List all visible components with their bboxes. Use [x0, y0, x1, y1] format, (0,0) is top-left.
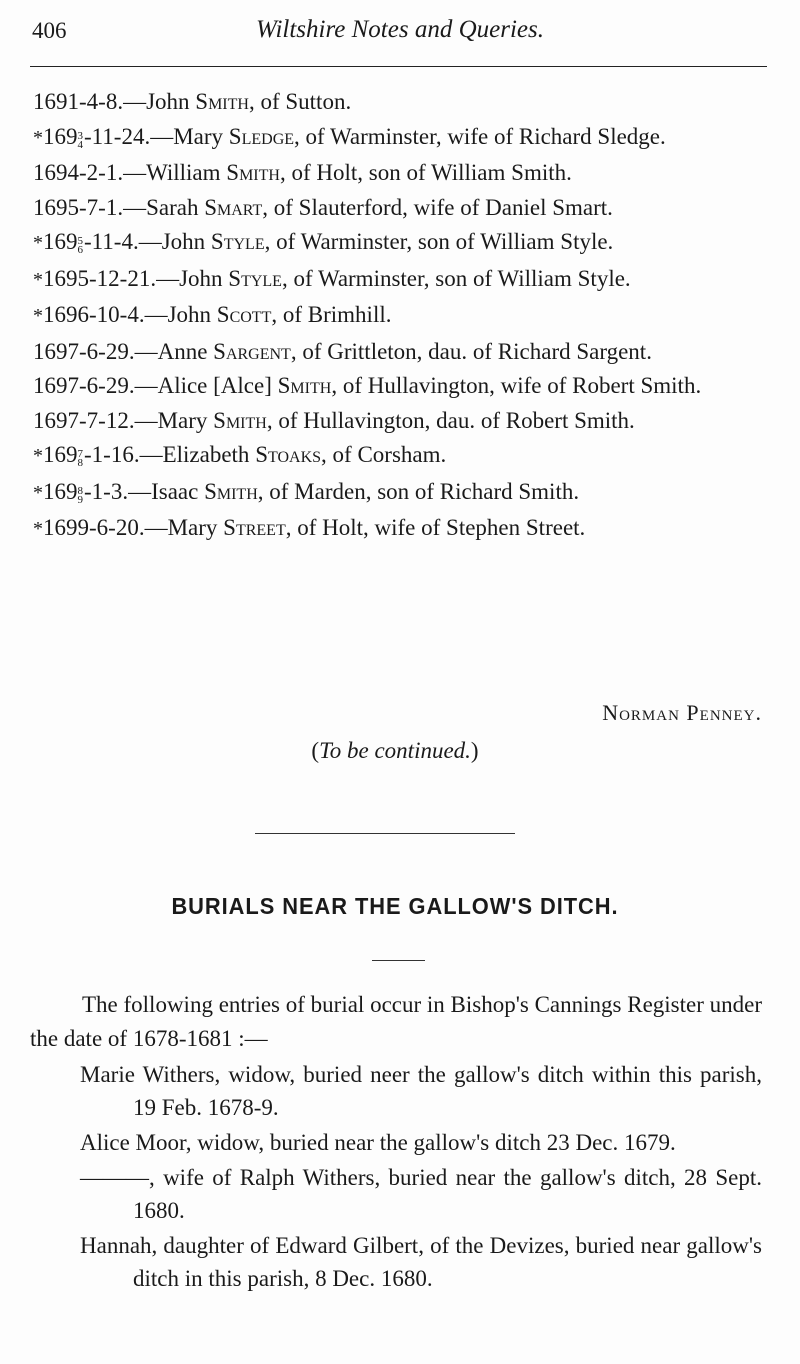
entry-details: , of Warminster, wife of Richard Sledge. — [294, 123, 666, 149]
entry-date: 1699-6-20.— — [43, 515, 168, 540]
fraction-bottom: 9 — [77, 493, 83, 506]
given-name: Sarah — [146, 194, 205, 220]
date-year-base: 169 — [43, 229, 78, 254]
asterisk-mark: * — [33, 445, 43, 467]
list-item — [33, 478, 763, 507]
paren-open: ( — [311, 738, 320, 763]
year-fraction — [77, 129, 84, 151]
surname: Smith — [213, 407, 267, 433]
entry-date — [43, 442, 163, 467]
date-year-base: 169 — [43, 123, 78, 149]
entry-details: , of Holt, wife of Stephen Street. — [285, 515, 586, 540]
burials-section — [30, 988, 762, 1295]
burial-item: Alice Moor, widow, buried near the gallow's ditch 23 Dec. 1679. — [80, 1130, 676, 1155]
list-item — [33, 265, 763, 294]
date-rest: -11-4.— — [84, 229, 162, 254]
date-rest: -11-24.— — [84, 123, 174, 149]
list-item — [33, 228, 763, 257]
year-fraction — [78, 450, 84, 468]
author-signature: Norman Penney. — [602, 700, 762, 725]
entry-date: 1694-2-1.— — [33, 160, 147, 185]
fraction-top: 3 — [77, 129, 83, 142]
burial-item: Marie Withers, widow, buried neer the gallow's ditch within this parish, 19 Feb. 1678-9. — [80, 1062, 762, 1120]
entry-date: 1697-7-12.— — [33, 407, 158, 433]
asterisk-mark: * — [33, 305, 43, 327]
given-name: John — [179, 265, 229, 291]
entry-details: , of Grittleton, dau. of Richard Sargent. — [290, 338, 652, 364]
given-name: Mary — [173, 123, 229, 149]
surname: Smith — [277, 373, 332, 398]
entry-details: , of Marden, son of Richard Smith. — [257, 478, 580, 504]
date-year-base: 169 — [43, 442, 78, 467]
list-item — [33, 123, 763, 152]
entry-date: 1695-7-1.— — [33, 194, 147, 220]
date-year-base: 169 — [43, 478, 78, 504]
entry-details: , of Hullavington, dau. of Robert Smith. — [266, 407, 635, 433]
section-heading: BURIALS NEAR THE GALLOW'S DITCH. — [171, 893, 619, 919]
heading-rule — [372, 960, 425, 961]
date-rest: -1-3.— — [84, 478, 152, 504]
list-item — [33, 88, 763, 115]
fraction-bottom: 8 — [77, 457, 83, 469]
list-item — [33, 407, 763, 434]
entry-date — [43, 479, 151, 504]
fraction-top: 5 — [77, 235, 83, 247]
given-name: Alice [Alce] — [157, 373, 278, 398]
given-name: John — [146, 89, 196, 114]
fraction-top: 7 — [77, 448, 83, 460]
entry-date: 1697-6-29.— — [33, 338, 158, 364]
burial-item: Hannah, daughter of Edward Gilbert, of the Devizes, buried near gallow's ditch in this parish, 8 Dec. 1680. — [80, 1233, 762, 1291]
entry-details: , of Warminster, son of William Style. — [281, 265, 631, 291]
continued-text: To be continued. — [319, 738, 471, 763]
list-item — [33, 301, 763, 330]
asterisk-mark: * — [33, 481, 43, 504]
given-name: Mary — [157, 407, 214, 433]
asterisk-mark: * — [33, 126, 43, 149]
to-be-continued — [0, 738, 790, 764]
given-name: Elizabeth — [162, 442, 256, 467]
asterisk-mark: * — [33, 518, 43, 540]
surname: Smith — [195, 89, 249, 114]
surname: Sledge — [228, 123, 295, 149]
entry-details: , of Warminster, son of William Style. — [264, 229, 614, 254]
entry-date — [43, 229, 162, 254]
given-name: Isaac — [151, 478, 205, 504]
entry-details: , of Brimhill. — [271, 302, 392, 327]
entry-date: 1695-12-21.— — [43, 265, 180, 291]
asterisk-mark: * — [33, 268, 43, 291]
intro-paragraph: The following entries of burial occur in Bishop's Cannings Register under the date of 1678-1681 :— — [30, 992, 762, 1051]
list-item — [33, 372, 763, 399]
page-number: 406 — [32, 18, 67, 43]
surname: Stoaks — [255, 442, 322, 467]
fraction-bottom: 6 — [77, 244, 83, 256]
paren-close: ) — [470, 738, 479, 763]
list-item — [33, 514, 763, 543]
fraction-top: 8 — [77, 484, 83, 497]
entry-date: 1696-10-4.— — [43, 302, 168, 327]
fraction-bottom: 4 — [77, 138, 83, 151]
header-rule — [30, 66, 767, 67]
burial-entries-list — [33, 88, 763, 551]
entry-details: , of Holt, son of William Smith. — [279, 160, 572, 185]
surname: Sargent — [213, 338, 291, 364]
list-item — [33, 441, 763, 470]
given-name: William — [146, 160, 227, 185]
burial-item: ———, wife of Ralph Withers, buried near the gallow's ditch, 28 Sept. 1680. — [80, 1165, 762, 1223]
surname: Street — [223, 515, 286, 540]
surname: Scott — [216, 302, 272, 327]
given-name: John — [161, 229, 211, 254]
entry-details: , of Corsham. — [321, 442, 447, 467]
given-name: John — [167, 302, 217, 327]
entry-details: , of Slauterford, wife of Daniel Smart. — [262, 194, 613, 220]
surname: Style — [228, 265, 282, 291]
running-title: Wiltshire Notes and Queries. — [256, 16, 544, 43]
year-fraction — [77, 484, 84, 506]
surname: Smith — [204, 478, 258, 504]
year-fraction — [78, 237, 84, 255]
surname: Smith — [226, 160, 280, 185]
entry-details: , of Hullavington, wife of Robert Smith. — [331, 373, 702, 398]
list-item — [33, 338, 763, 365]
surname: Style — [210, 229, 265, 254]
list-item — [33, 194, 763, 221]
surname: Smart — [204, 194, 263, 220]
asterisk-mark: * — [33, 232, 43, 254]
entry-date: 1691-4-8.— — [33, 89, 147, 114]
section-divider — [255, 833, 515, 834]
entry-date: 1697-6-29.— — [33, 373, 158, 398]
entry-details: , of Sutton. — [248, 89, 352, 114]
list-item — [33, 159, 763, 186]
given-name: Mary — [167, 515, 224, 540]
given-name: Anne — [157, 338, 214, 364]
entry-date — [43, 124, 173, 149]
date-rest: -1-16.— — [84, 442, 163, 467]
